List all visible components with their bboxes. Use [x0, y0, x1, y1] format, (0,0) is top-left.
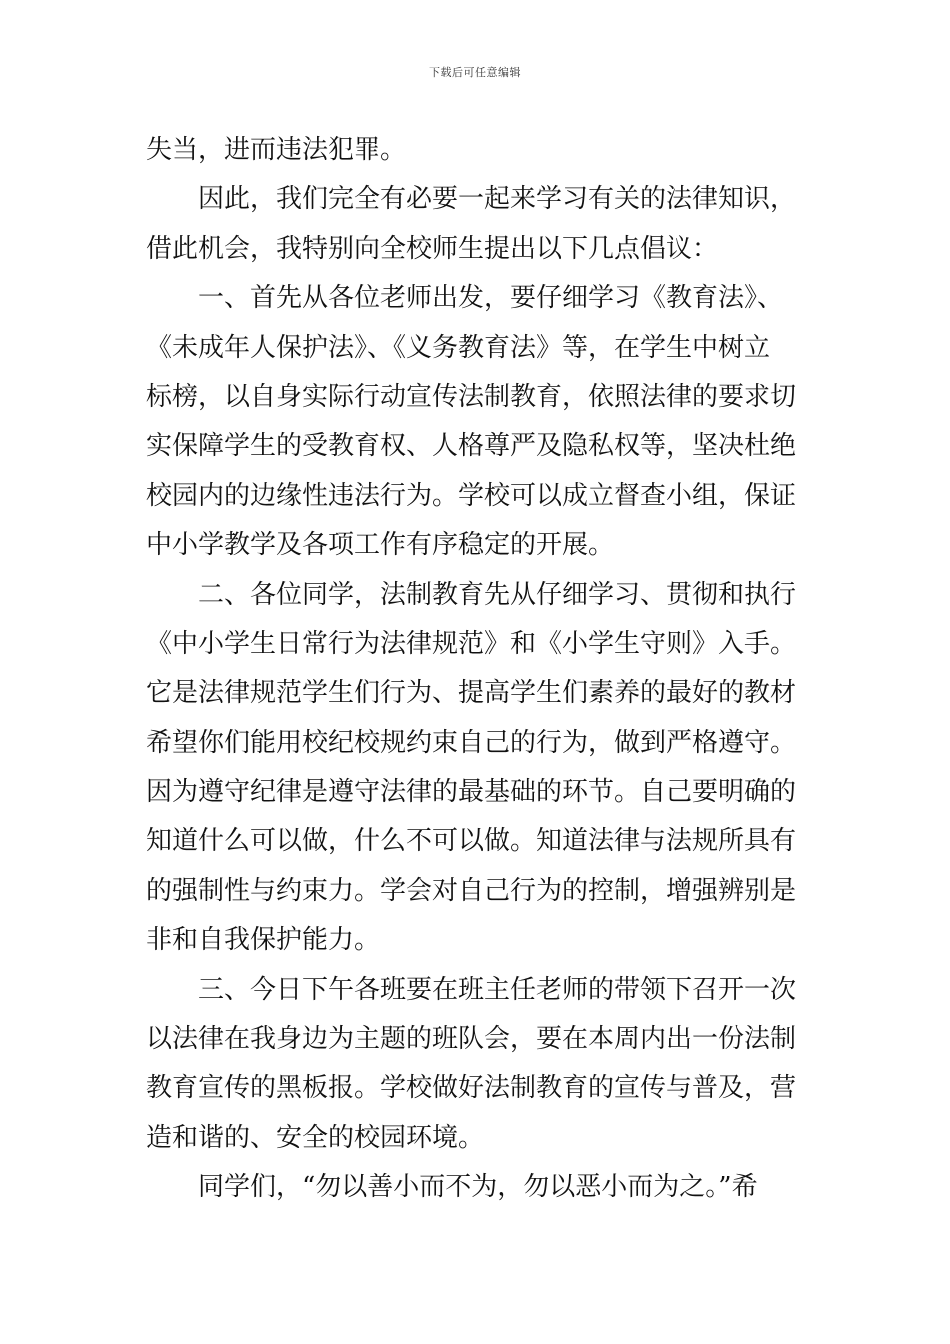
page-header: 下载后可任意编辑 — [429, 66, 521, 79]
text-line: 造和谐的、安全的校园环境。 — [146, 1122, 485, 1153]
text-line: 教育宣传的黑板报。学校做好法制教育的宣传与普及，营 — [146, 1073, 797, 1104]
text-line: 的强制性与约束力。学会对自己行为的控制，增强辨别是 — [146, 875, 797, 906]
paragraph-first-line: 三、今日下午各班要在班主任老师的带领下召开一次 — [198, 974, 797, 1005]
text-line: 知道什么可以做，什么不可以做。知道法律与法规所具有 — [146, 826, 797, 857]
text-line: 中小学教学及各项工作有序稳定的开展。 — [146, 530, 615, 561]
text-line: 以法律在我身边为主题的班队会，要在本周内出一份法制 — [146, 1024, 797, 1055]
paragraph-first-line: 一、首先从各位老师出发，要仔细学习《教育法》、 — [198, 283, 784, 314]
text-line: 校园内的边缘性违法行为。学校可以成立督查小组，保证 — [146, 480, 797, 511]
paragraph-first-line: 同学们，“勿以善小而不为，勿以恶小而为之。”希 — [198, 1172, 758, 1203]
text-line: 因为遵守纪律是遵守法律的最基础的环节。自己要明确的 — [146, 777, 797, 808]
text-line: 非和自我保护能力。 — [146, 925, 381, 956]
text-line: 希望你们能用校纪校规约束自己的行为，做到严格遵守。 — [146, 727, 797, 758]
text-line: 实保障学生的受教育权、人格尊严及隐私权等，坚决杜绝 — [146, 431, 797, 462]
paragraph-first-line: 因此，我们完全有必要一起来学习有关的法律知识， — [198, 184, 797, 215]
paragraph-first-line: 二、各位同学，法制教育先从仔细学习、贯彻和执行 — [198, 579, 797, 610]
text-line: 借此机会，我特别向全校师生提出以下几点倡议： — [146, 233, 719, 264]
text-line: 它是法律规范学生们行为、提高学生们素养的最好的教材 — [146, 678, 797, 709]
text-line: 《未成年人保护法》、《义务教育法》等，在学生中树立 — [146, 332, 771, 363]
text-line: 《中小学生日常行为法律规范》和《小学生守则》入手。 — [146, 628, 797, 659]
text-line: 失当，进而违法犯罪。 — [146, 135, 407, 165]
text-line: 标榜，以自身实际行动宣传法制教育，依照法律的要求切 — [146, 381, 797, 412]
document-body — [146, 126, 818, 1213]
